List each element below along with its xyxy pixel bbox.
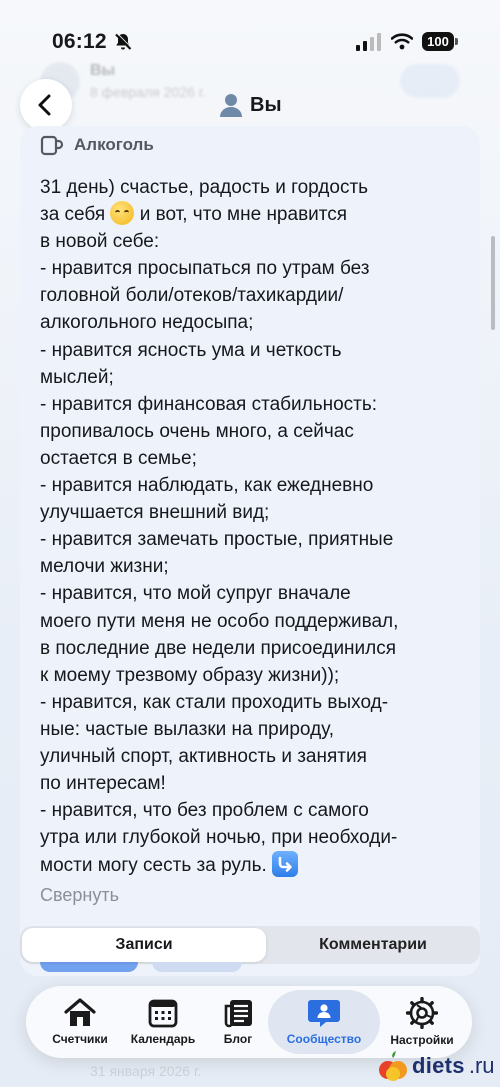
community-icon [307,998,341,1028]
post-line: - нравится наблюдать, как ежедневно [40,475,374,497]
collapse-link[interactable]: Свернуть [40,885,119,905]
ghost-author: Вы [90,62,116,79]
post-line: остается в семье; [40,447,197,469]
post-line: улучшается внешний вид; [40,502,270,524]
tab-counters[interactable] [40,986,120,1058]
ghost-date: 8 февраля 2026 г. [90,84,206,100]
post-line: пропивалось очень много, а сейчас [40,420,354,442]
diets-watermark [378,1048,495,1084]
battery-level: 100 [427,34,449,49]
blog-icon [222,998,254,1028]
post-category-label: Алкоголь [74,135,154,154]
chevron-left-icon [36,94,56,116]
tab-label: Счетчики [52,1032,108,1046]
post-line: в последние две недели присоединился [40,637,397,659]
post-line: мыслей; [40,366,114,388]
post-line: - нравится, как стали проходить выход- [40,691,389,713]
tab-blog[interactable] [206,986,270,1058]
post-line: моего пути меня не особо поддерживал, [40,610,399,632]
post-line: мости могу сесть за руль. [40,855,267,877]
cellular-signal-icon [356,33,382,51]
status-bar [0,0,500,60]
status-time: 06:12 [52,30,107,53]
tab-community[interactable] [268,990,380,1054]
post-line: утра или глубокой ночью, при необходи- [40,827,398,849]
tab-comments[interactable]: Комментарии [319,936,427,953]
wifi-icon [391,32,413,50]
watermark-suffix: .ru [468,1053,495,1078]
post-line: - нравится замечать простые, приятные [40,529,394,551]
ghost-next-date: 31 января 2026 г. [90,1063,202,1079]
tab-label: Блог [223,1032,253,1046]
post-line: в новой себе: [40,231,160,253]
ghost-pill-blue [40,962,138,972]
post-line: - нравится, что мой супруг вначале [40,583,351,605]
home-icon [62,998,98,1028]
user-silhouette-icon [218,92,244,118]
ghost-pill-light [152,962,242,972]
post-line: алкогольного недосыпа; [40,312,254,334]
battery-tip [455,38,458,45]
tab-calendar[interactable] [122,986,204,1058]
post-line: 31 день) счастье, радость и гордость [40,177,369,198]
battery-indicator [422,32,454,51]
tab-label: Настройки [390,1033,454,1047]
post-line: за себя [40,204,106,226]
post-line: - нравится ясность ума и четкость [40,339,342,361]
post-line: к моему трезвому образу жизни)); [40,664,340,686]
tab-label: Сообщество [286,1032,362,1046]
post-line: - нравится просыпаться по утрам без [40,258,370,280]
page-title [218,91,282,119]
ghost-pill [400,64,460,98]
back-button[interactable] [20,79,72,131]
post-line: и вот, что мне нравится [139,204,348,226]
post-line: - нравится, что без проблем с самого [40,800,369,822]
post-category [40,134,154,156]
blushing-face-icon [110,201,134,225]
post-body [40,174,480,879]
post-line: по интересам! [40,773,166,795]
post-line: - нравится финансовая стабильность: [40,393,378,415]
tab-posts[interactable]: Записи [22,928,266,962]
post-line: ные: частые вылазки на природу, [40,718,335,740]
scroll-indicator[interactable] [491,236,495,330]
settings-gear-icon [406,997,438,1029]
segmented-control [20,926,480,964]
post-line: мелочи жизни; [40,556,169,578]
calendar-icon [148,998,178,1028]
apple-logo-icon [378,1050,408,1082]
bell-off-icon [113,32,133,52]
mug-icon [40,134,64,156]
arrow-down-right-icon [272,851,298,877]
post-line: головной боли/отеков/тахикардии/ [40,285,344,307]
post-line: уличный спорт, активность и занятия [40,745,367,767]
tab-label: Календарь [130,1032,196,1046]
page-title-text: Вы [250,93,282,116]
watermark-name: diets [412,1053,465,1078]
